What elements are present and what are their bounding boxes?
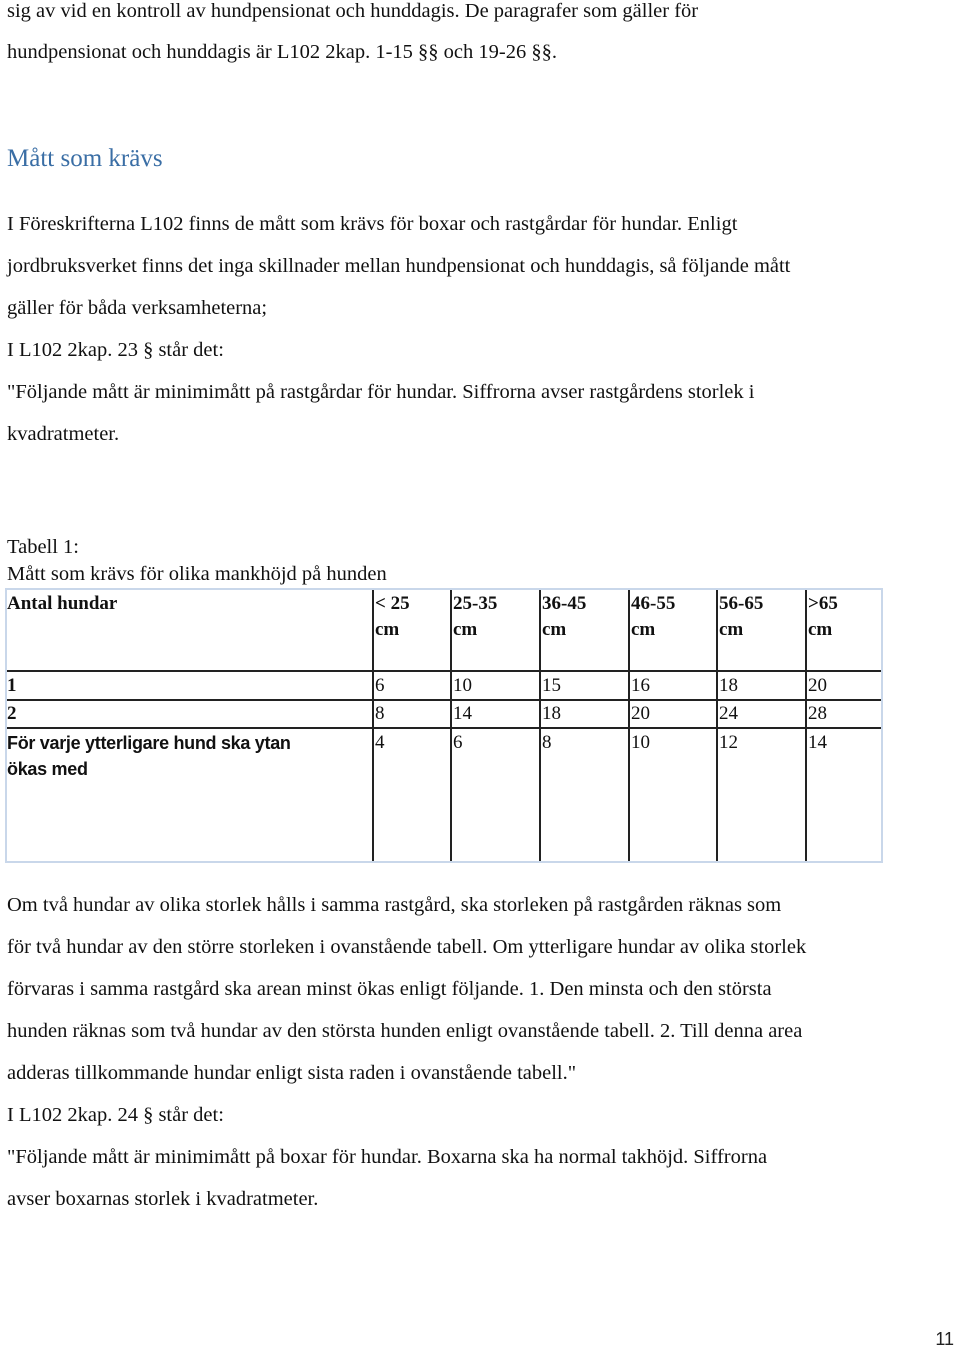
table-cell: 16 (631, 675, 650, 696)
table-cell: 20 (808, 675, 827, 696)
table-row-divider (7, 670, 881, 672)
table-row-label: 1 (7, 675, 17, 696)
table-row-divider (7, 727, 881, 729)
table-row-label: 2 (7, 703, 17, 724)
para1-line-2: jordbruksverket finns det inga skillnader mellan hundpensionat och hunddagis, så följande mått (7, 255, 791, 277)
table-header-col: 25-35 (453, 593, 498, 614)
table-cell: 18 (542, 703, 561, 724)
table-cell: 15 (542, 675, 561, 696)
table-header-unit: cm (808, 619, 833, 640)
table-header-label: Antal hundar (7, 593, 118, 614)
para2-line-1: Om två hundar av olika storlek hålls i samma rastgård, ska storleken på rastgården räknas som (7, 894, 782, 916)
table-col-divider (628, 590, 630, 861)
para2-line-5: adderas tillkommande hundar enligt sista raden i ovanstående tabell." (7, 1062, 577, 1084)
table-cell: 12 (719, 732, 738, 753)
table-col-divider (450, 590, 452, 861)
table-header-unit: cm (375, 619, 400, 640)
table-col-divider (716, 590, 718, 861)
page-number: 11 (935, 1329, 954, 1349)
table-header-unit: cm (719, 619, 744, 640)
table-cell: 14 (453, 703, 472, 724)
para1-line-4: I L102 2kap. 23 § står det: (7, 339, 224, 361)
table-header-col: >65 (808, 593, 838, 614)
table-col-divider (539, 590, 541, 861)
table-cell: 8 (375, 703, 385, 724)
table-col-divider (805, 590, 807, 861)
table-header-col: 46-55 (631, 593, 676, 614)
para2-line-6: I L102 2kap. 24 § står det: (7, 1104, 224, 1126)
table-cell: 10 (631, 732, 650, 753)
table-cell: 10 (453, 675, 472, 696)
para2-line-8: avser boxarnas storlek i kvadratmeter. (7, 1188, 319, 1210)
table-cell: 6 (375, 675, 385, 696)
table-frame (5, 588, 883, 863)
table-cell: 14 (808, 732, 827, 753)
para2-line-2: för två hundar av den större storleken i ovanstående tabell. Om ytterligare hundar av olika storlek (7, 936, 807, 958)
table-header-unit: cm (453, 619, 478, 640)
intro-line-1: sig av vid en kontroll av hundpensionat och hunddagis. De paragrafer som gäller för (7, 0, 699, 22)
table-row-label: För varje ytterligare hund ska ytan (7, 733, 291, 753)
table-cell: 6 (453, 732, 463, 753)
table-cell: 18 (719, 675, 738, 696)
table-header-unit: cm (542, 619, 567, 640)
para2-line-7: "Följande mått är minimimått på boxar för hundar. Boxarna ska ha normal takhöjd. Siffrorna (7, 1146, 768, 1168)
para2-line-4: hunden räknas som två hundar av den största hunden enligt ovanstående tabell. 2. Till denna area (7, 1020, 803, 1042)
table-header-col: 56-65 (719, 593, 764, 614)
para1-line-5: "Följande mått är minimimått på rastgårdar för hundar. Siffrorna avser rastgårdens storlek i (7, 381, 755, 403)
table-caption-number: Tabell 1: (7, 536, 80, 558)
para1-line-1: I Föreskrifterna L102 finns de mått som krävs för boxar och rastgårdar för hundar. Enligt (7, 213, 738, 235)
section-heading: Mått som krävs (7, 145, 163, 172)
table-header-col: < 25 (375, 593, 410, 614)
para1-line-3: gäller för båda verksamheterna; (7, 297, 268, 319)
table-cell: 4 (375, 732, 385, 753)
table-cell: 8 (542, 732, 552, 753)
table-row-divider (7, 699, 881, 701)
table-col-divider (372, 590, 374, 861)
table-cell: 28 (808, 703, 827, 724)
table-header-unit: cm (631, 619, 656, 640)
table-cell: 20 (631, 703, 650, 724)
para1-line-6: kvadratmeter. (7, 423, 120, 445)
table-caption-title: Mått som krävs för olika mankhöjd på hunden (7, 563, 387, 585)
intro-line-2: hundpensionat och hunddagis är L102 2kap. 1-15 §§ och 19-26 §§. (7, 41, 557, 63)
para2-line-3: förvaras i samma rastgård ska arean minst ökas enligt följande. 1. Den minsta och den största (7, 978, 772, 1000)
table-cell: 24 (719, 703, 738, 724)
table-row-label-cont: ökas med (7, 759, 88, 779)
table-header-col: 36-45 (542, 593, 587, 614)
